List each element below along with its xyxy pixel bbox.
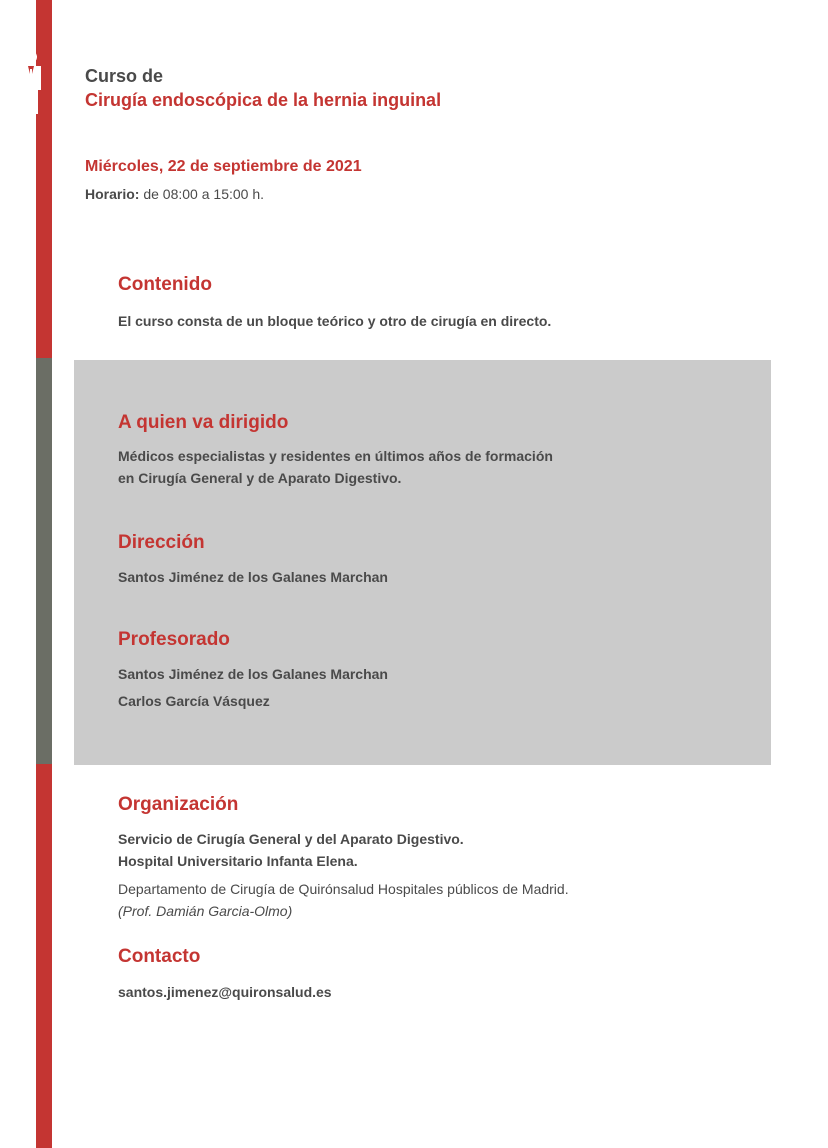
section-text-line1: Médicos especialistas y residentes en últimos años de formación	[118, 448, 553, 464]
section-direccion	[118, 531, 388, 588]
section-text-line2: en Cirugía General y de Aparato Digestivo.	[118, 470, 402, 486]
org-line: Departamento de Cirugía de Quirónsalud Hospitales públicos de Madrid.	[118, 881, 569, 897]
course-header	[85, 64, 441, 112]
director-name: Santos Jiménez de los Galanes Marchan	[118, 569, 388, 585]
org-line-italic: (Prof. Damián Garcia-Olmo)	[118, 903, 293, 919]
org-line: Hospital Universitario Infanta Elena.	[118, 853, 358, 869]
contact-email[interactable]: santos.jimenez@quironsalud.es	[118, 984, 332, 1000]
course-prefix: Curso de	[85, 66, 164, 86]
course-title: Cirugía endoscópica de la hernia inguinal	[85, 90, 442, 110]
schedule-value: de 08:00 a 15:00 h.	[139, 186, 265, 202]
org-line: Servicio de Cirugía General y del Aparato Digestivo.	[118, 831, 464, 847]
section-title: A quien va dirigido	[118, 412, 289, 433]
section-title: Profesorado	[118, 629, 230, 650]
section-profesorado	[118, 628, 388, 712]
professor-name: Santos Jiménez de los Galanes Marchan	[118, 666, 388, 682]
side-stripe-red-bottom	[36, 764, 52, 1148]
section-contenido	[118, 273, 551, 332]
course-schedule	[85, 186, 264, 202]
schedule-label: Horario:	[85, 186, 140, 202]
side-stripe-gray	[36, 358, 52, 764]
section-title: Organización	[118, 794, 239, 815]
section-dirigido	[118, 411, 553, 489]
section-title: Dirección	[118, 532, 205, 553]
doctor-icon	[18, 50, 44, 116]
section-text: El curso consta de un bloque teórico y otro de cirugía en directo.	[118, 313, 552, 329]
section-title: Contenido	[118, 274, 212, 295]
section-organizacion	[118, 793, 569, 922]
professor-name: Carlos García Vásquez	[118, 693, 270, 709]
section-contacto	[118, 945, 332, 1003]
section-title: Contacto	[118, 946, 201, 967]
course-date: Miércoles, 22 de septiembre de 2021	[85, 158, 362, 175]
